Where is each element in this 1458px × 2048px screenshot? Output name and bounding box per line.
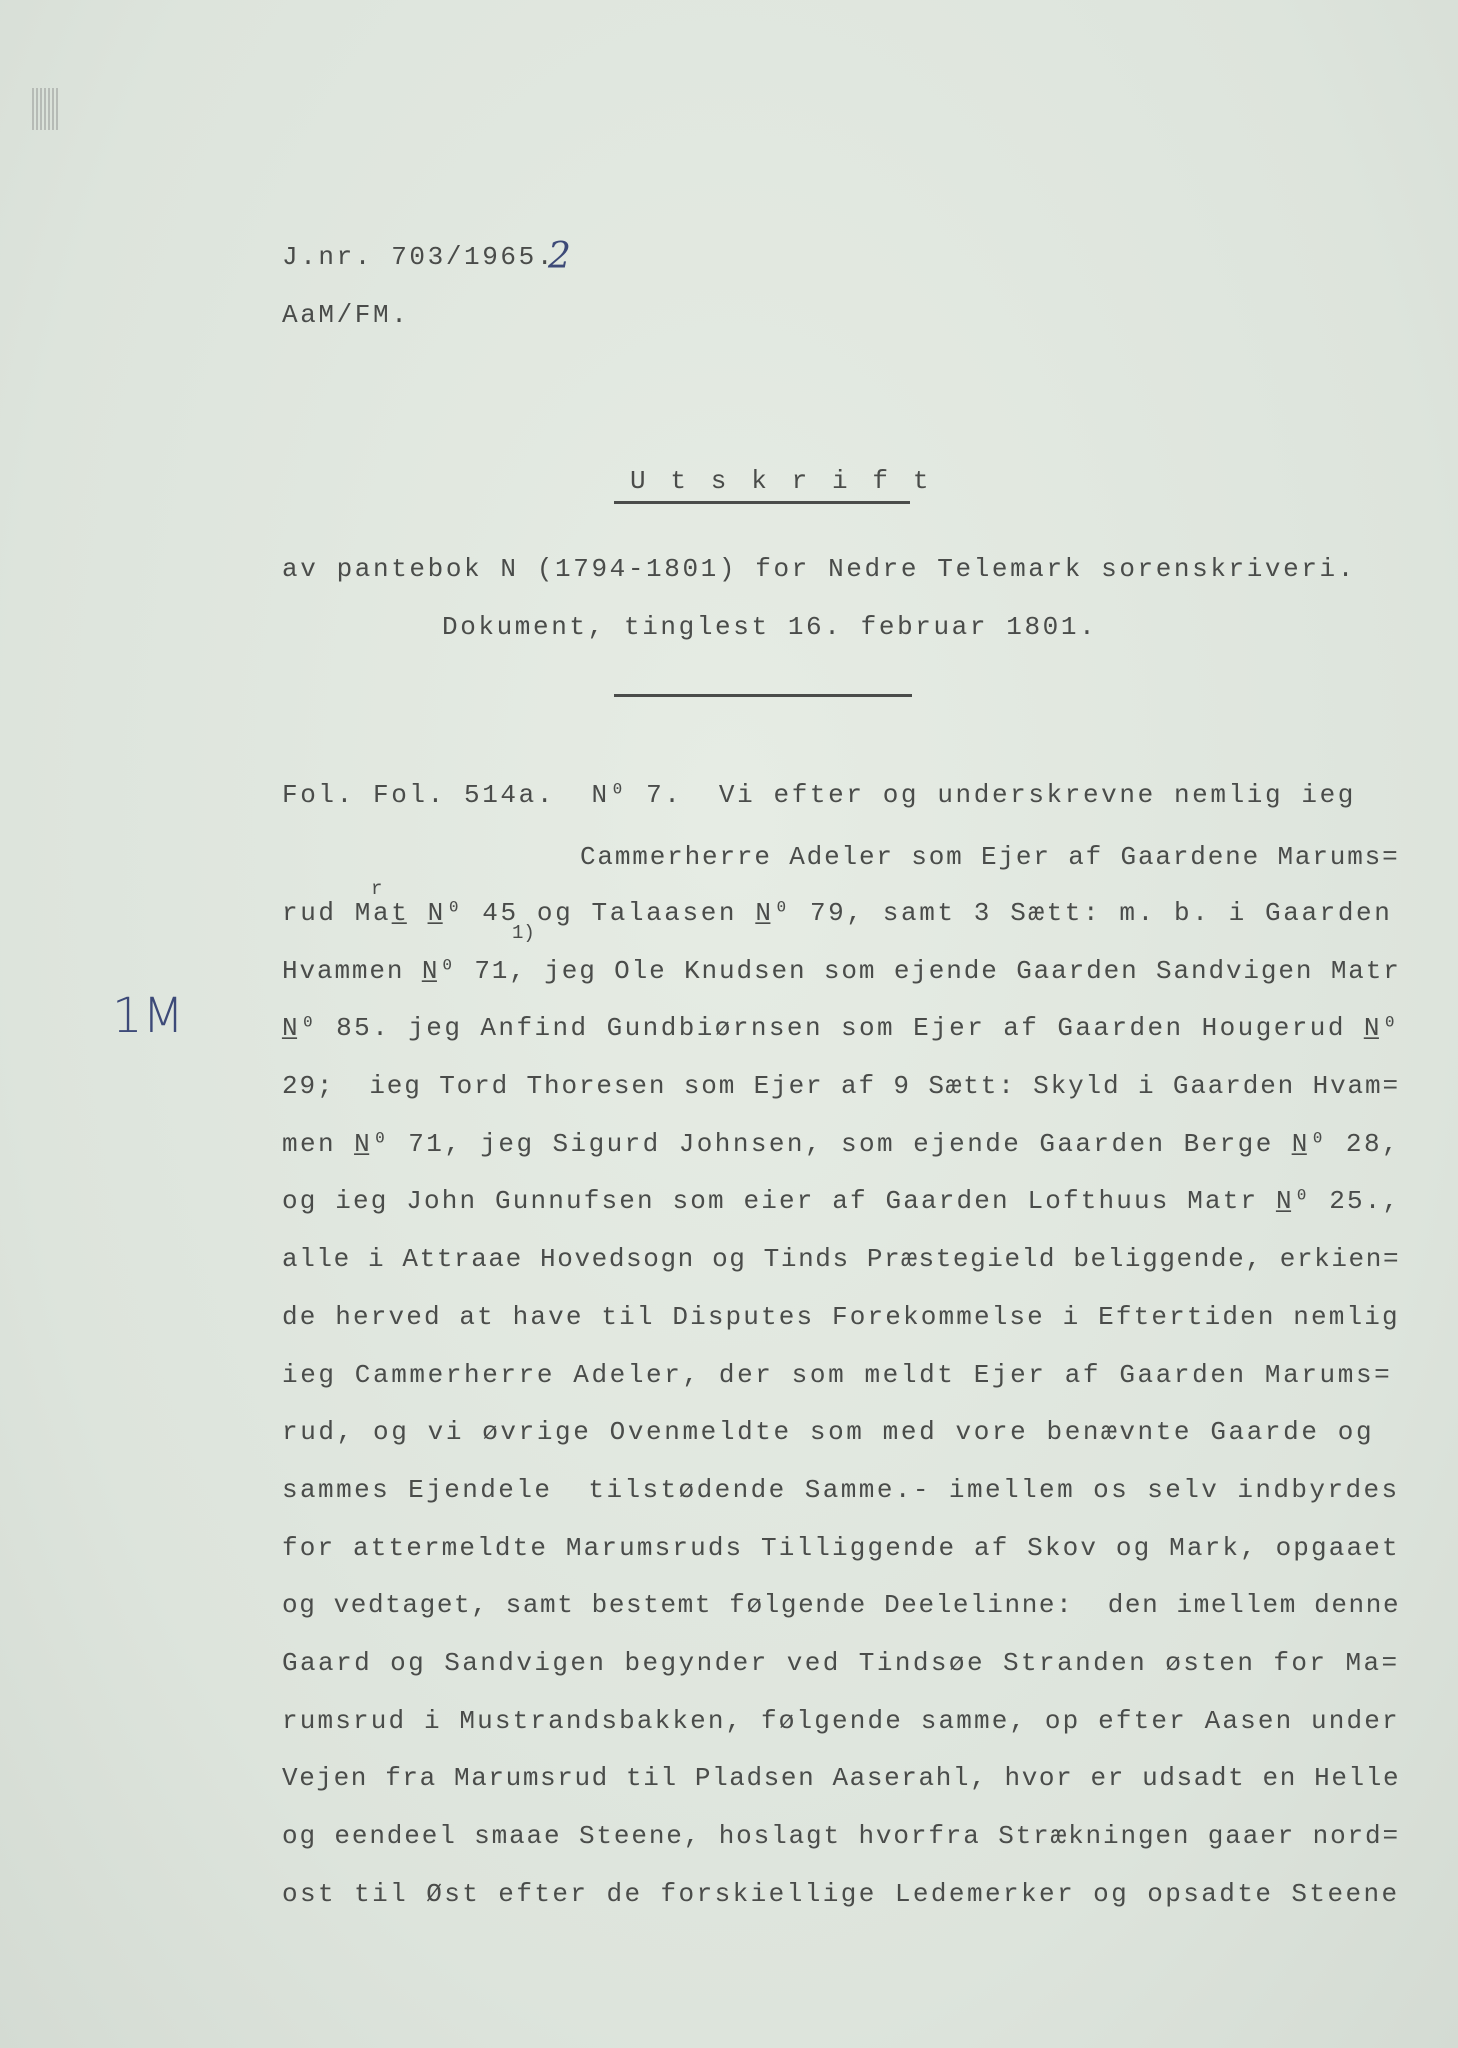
subtitle-line-1: av pantebok N (1794-1801) for Nedre Telemark sorenskriveri. <box>282 554 1356 584</box>
section-divider <box>614 694 912 697</box>
body-line: Hvammen N̲⁰ 71, jeg Ole Knudsen som ejende Gaarden Sandvigen Matr <box>282 956 1401 986</box>
body-line: de herved at have til Disputes Forekommelse i Eftertiden nemlig <box>282 1302 1400 1332</box>
body-line: og vedtaget, samt bestemt følgende Deelelinne: den imellem denne <box>282 1590 1401 1620</box>
journal-number: J.nr. 703/1965. <box>282 242 556 272</box>
initials: AaM/FM. <box>282 300 410 330</box>
journal-number-handwritten: 2 <box>548 236 571 277</box>
body-line: alle i Attraae Hovedsogn og Tinds Præstegield beliggende, erkien= <box>282 1244 1401 1274</box>
body-line: og ieg John Gunnufsen som eier af Gaarden Lofthuus Matr N̲⁰ 25., <box>282 1186 1401 1216</box>
body-line: ost til Øst efter de forskiellige Ledemerker og opsadte Steene <box>282 1879 1400 1909</box>
subtitle-line-2: Dokument, tinglest 16. februar 1801. <box>442 612 1098 642</box>
body-line: rud Mat̲ N̲⁰ 45 og Talaasen N̲⁰ 79, samt 3 Sætt: m. b. i Gaarden <box>282 898 1393 928</box>
body-line: Vejen fra Marumsrud til Pladsen Aaserahl, hvor er udsadt en Helle <box>282 1763 1401 1793</box>
body-line: og eendeel smaae Steene, hoslagt hvorfra Strækningen gaaer nord= <box>282 1821 1400 1851</box>
title-underline <box>614 501 910 504</box>
body-line: N̲⁰ 85. jeg Anfind Gundbiørnsen som Ejer af Gaarden Hougerud N̲⁰ <box>282 1013 1401 1043</box>
body-line: rud, og vi øvrige Ovenmeldte som med vore benævnte Gaarde og <box>282 1417 1375 1447</box>
margin-note: 1M <box>112 988 184 1044</box>
body-line: for attermeldte Marumsruds Tilliggende af Skov og Mark, opgaaet <box>282 1533 1400 1563</box>
footnote-marker: 1) <box>512 922 535 944</box>
body-line: Cammerherre Adeler som Ejer af Gaardene Marums= <box>580 842 1400 872</box>
document-title: U t s k r i f t <box>630 466 934 496</box>
archive-stamp-mark <box>32 88 58 130</box>
body-line: men N̲⁰ 71, jeg Sigurd Johnsen, som ejende Gaarden Berge N̲⁰ 28, <box>282 1129 1401 1159</box>
body-line: 29; ieg Tord Thoresen som Ejer af 9 Sætt: Skyld i Gaarden Hvam= <box>282 1071 1400 1101</box>
superscript-mat-r: r <box>371 878 383 900</box>
body-line: rumsrud i Mustrandsbakken, følgende samme, op efter Aasen under <box>282 1706 1400 1736</box>
body-line: Fol. Fol. 514a. N⁰ 7. Vi efter og underskrevne nemlig ieg <box>282 780 1356 810</box>
body-line: ieg Cammerherre Adeler, der som meldt Ejer af Gaarden Marums= <box>282 1360 1393 1390</box>
body-line: sammes Ejendele tilstødende Samme.- imellem os selv indbyrdes <box>282 1475 1400 1505</box>
body-line: Gaard og Sandvigen begynder ved Tindsøe Stranden østen for Ma= <box>282 1648 1400 1678</box>
